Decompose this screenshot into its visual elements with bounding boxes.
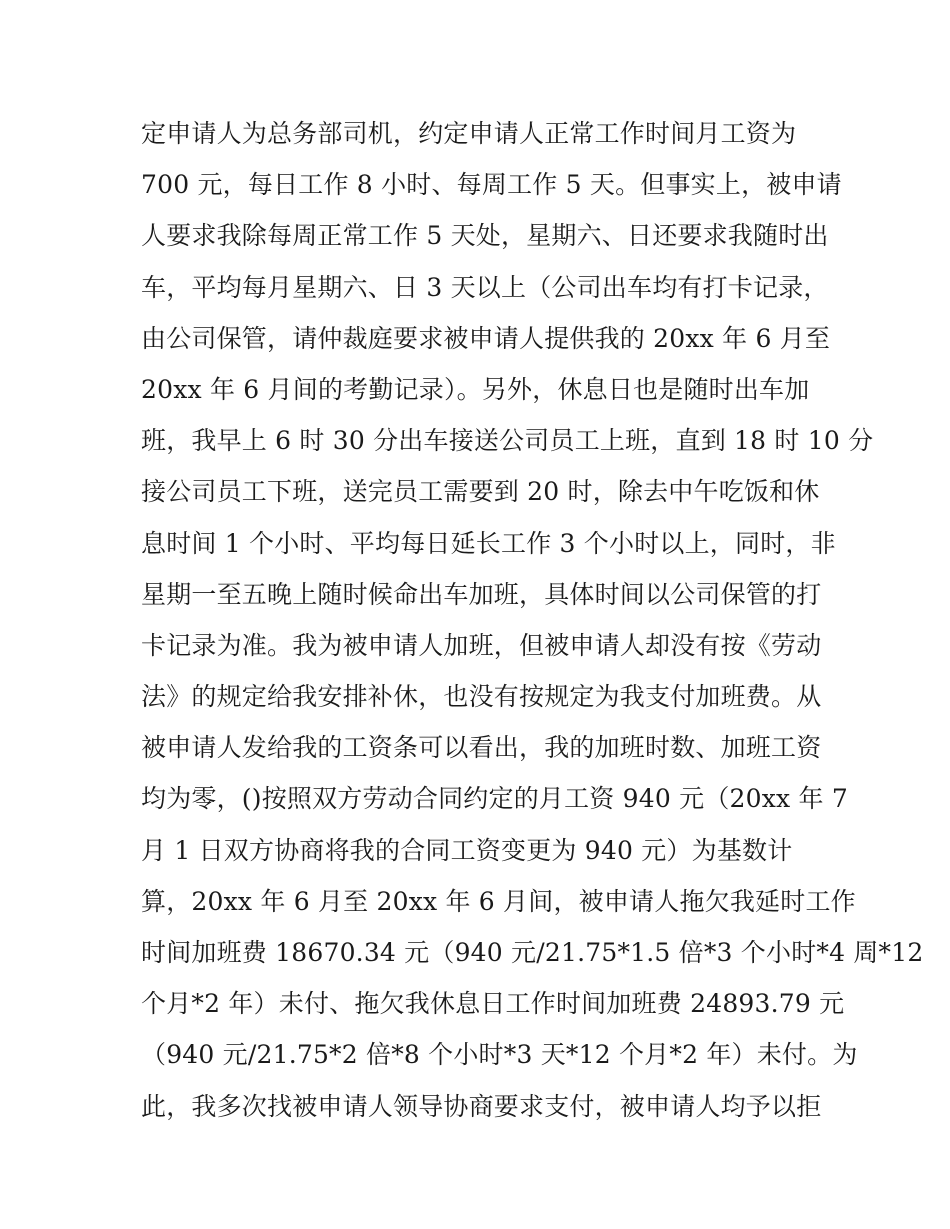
text-line: 月 1 日双方协商将我的合同工资变更为 940 元）为基数计	[141, 835, 793, 865]
text-line: 卡记录为准。我为被申请人加班，但被申请人却没有按《劳动	[141, 630, 822, 660]
text-line: 息时间 1 个小时、平均每日延长工作 3 个小时以上，同时，非	[141, 528, 836, 558]
text-line: 被申请人发给我的工资条可以看出，我的加班时数、加班工资	[141, 733, 822, 763]
text-line: 此，我多次找被申请人领导协商要求支付，被申请人均予以拒	[141, 1091, 822, 1121]
text-line: 个月*2 年）未付、拖欠我休息日工作时间加班费 24893.79 元	[141, 989, 845, 1019]
text-line: 20xx 年 6 月间的考勤记录）。另外，休息日也是随时出车加	[141, 374, 810, 404]
text-line: （940 元/21.75*2 倍*8 个小时*3 天*12 个月*2 年）未付。为	[141, 1040, 858, 1070]
text-line: 由公司保管，请仲裁庭要求被申请人提供我的 20xx 年 6 月至	[141, 323, 831, 353]
text-line: 时间加班费 18670.34 元（940 元/21.75*1.5 倍*3 个小时*4 周*12	[141, 938, 924, 967]
body-text	[141, 108, 924, 1132]
text-line: 星期一至五晚上随时候命出车加班，具体时间以公司保管的打	[141, 579, 822, 609]
text-line: 算，20xx 年 6 月至 20xx 年 6 月间，被申请人拖欠我延时工作	[141, 886, 856, 916]
text-line: 接公司员工下班，送完员工需要到 20 时，除去中午吃饭和休	[141, 477, 820, 507]
text-line: 人要求我除每周正常工作 5 天处，星期六、日还要求我随时出	[141, 221, 829, 251]
text-line: 法》的规定给我安排补休，也没有按规定为我支付加班费。从	[141, 682, 822, 712]
text-line: 700 元，每日工作 8 小时、每周工作 5 天。但事实上，被申请	[141, 170, 842, 200]
text-line: 车，平均每月星期六、日 3 天以上（公司出车均有打卡记录，	[141, 272, 829, 302]
text-line: 定申请人为总务部司机，约定申请人正常工作时间月工资为	[141, 119, 797, 148]
text-line: 班，我早上 6 时 30 分出车接送公司员工上班，直到 18 时 10 分	[141, 426, 874, 456]
text-line: 均为零，()按照双方劳动合同约定的月工资 940 元（20xx 年 7	[141, 784, 848, 814]
